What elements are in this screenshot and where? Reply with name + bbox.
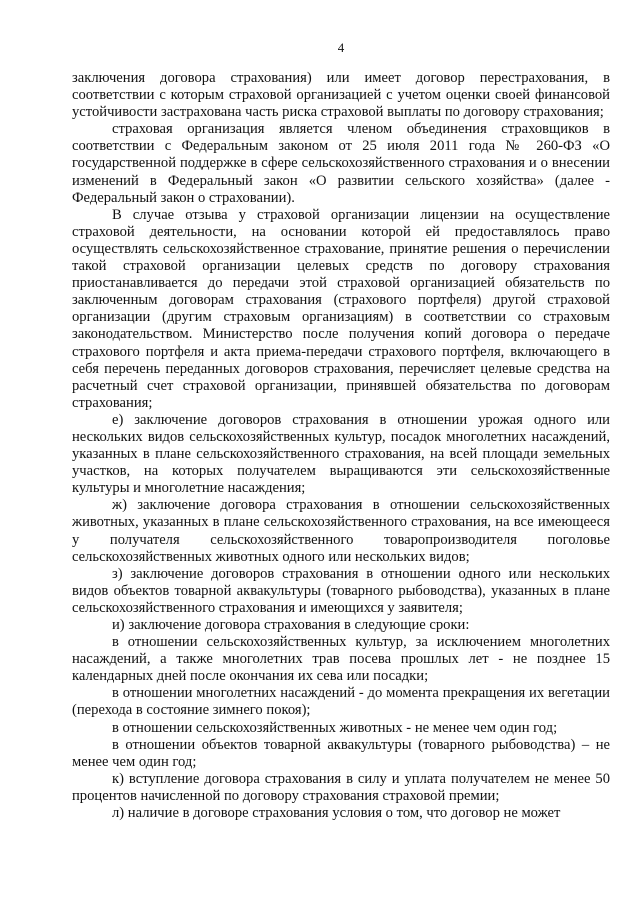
paragraph: в отношении сельскохозяйственных культур, за исключением многолетних насаждений, а также многолетних трав посева прошлых лет - не позднее 15 календарных дней после окончания их сева или посадки; (72, 634, 610, 685)
paragraph: к) вступление договора страхования в силу и уплата получателем не менее 50 процентов начисленной по договору страхования страховой премии; (72, 770, 610, 804)
paragraph: заключения договора страхования) или имеет договор перестрахования, в соответствии с которым страховой организацией с учетом оценки своей финансовой устойчивости застрахована часть риска страховой выплаты по договору страхования; (72, 70, 610, 121)
paragraph: в отношении многолетних насаждений - до момента прекращения их вегетации (перехода в состояние зимнего покоя); (72, 685, 610, 719)
page-number: 4 (337, 40, 345, 55)
paragraph: е) заключение договоров страхования в отношении урожая одного или нескольких видов сельскохозяйственных культур, посадок многолетних насаждений, указанных в плане сельскохозяйственного страхования, на всей площади земельных участков, на которых получателем выращиваются эти сельскохозяйственные культуры и многолетние насаждения; (72, 411, 610, 497)
paragraph: з) заключение договоров страхования в отношении одного или нескольких видов объектов товарной аквакультуры (товарного рыбоводства), указанных в плане сельскохозяйственного страхования и имеющихся у заявителя; (72, 565, 610, 616)
paragraph: в отношении объектов товарной аквакультуры (товарного рыбоводства) – не менее чем один год; (72, 736, 610, 770)
paragraph: л) наличие в договоре страхования условия о том, что договор не может (112, 805, 561, 822)
paragraph: в отношении сельскохозяйственных животных - не менее чем один год; (112, 719, 558, 736)
paragraph: В случае отзыва у страховой организации лицензии на осуществление страховой деятельности, на основании которой ей предоставлялось право осуществлять сельскохозяйственное страхование, принятие решения о перечислении такой страховой организации целевых средств по договору страхования приостанавливается до передачи этой страховой организацией обязательств по заключенным договорам страхования (страхового портфеля) другой страховой организации (другим страховым организациям) в соответствии со страховым законодательством. Министерство после получения копий договора о передаче страхового портфеля и акта приема-передачи страхового портфеля, включающего в себя перечень переданных договоров страхования, перечисляет целевые средства на расчетный счет страховой организации, принявшей обязательства по договорам страхования; (72, 206, 610, 411)
paragraph: страховая организация является членом объединения страховщиков в соответствии с Федеральным законом от 25 июля 2011 года № 260-ФЗ «О государственной поддержке в сфере сельскохозяйственного страхования и о внесении изменений в Федеральный закон «О развитии сельского хозяйства» (далее - Федеральный закон о страховании). (72, 121, 610, 206)
paragraph: и) заключение договора страхования в следующие сроки: (112, 617, 470, 633)
paragraph: ж) заключение договора страхования в отношении сельскохозяйственных животных, указанных в плане сельскохозяйственного страхования, на все имеющееся у получателя сельскохозяйственного товаропроизводителя поголовье сельскохозяйственных животных одного или нескольких видов; (72, 497, 610, 565)
